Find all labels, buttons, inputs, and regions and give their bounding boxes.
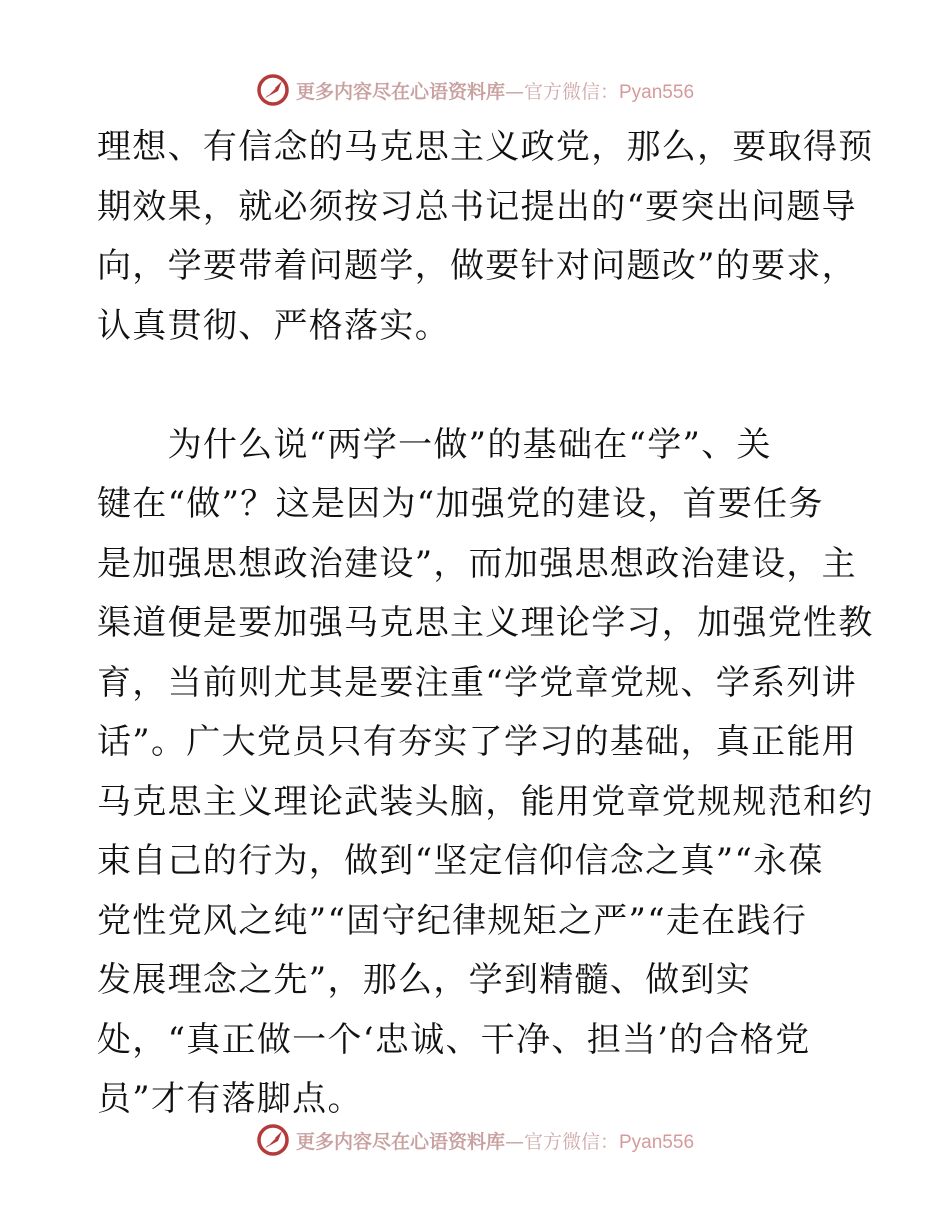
text-line: 束自己的行为，做到“坚定信仰信念之真”“永葆 — [97, 841, 824, 881]
text-line: 认真贯彻、严格落实。 — [97, 305, 450, 346]
text-line: 党性党风之纯”“固守纪律规矩之严”“走在践行 — [97, 900, 808, 941]
text-line: 键在“做”？这是因为“加强党的建设，首要任务 — [97, 484, 824, 524]
banner-dash: — — [504, 80, 524, 103]
text-line: 处，“真正做一个‘忠诚、干净、担当’的合格党 — [97, 1019, 811, 1060]
banner-main-text: 更多内容尽在心语资料库 — [295, 1130, 505, 1153]
banner-wechat-account: Pyan556 — [619, 1131, 695, 1153]
text-line: 育，当前则尤其是要注重“学党章党规、学系列讲 — [97, 662, 857, 703]
paragraph-1 — [97, 118, 874, 356]
quill-pen-logo-icon — [256, 73, 290, 107]
banner-wechat-label: 官方微信： — [523, 80, 619, 103]
text-line: 向，学要带着问题学，做要针对问题改”的要求， — [97, 246, 857, 286]
text-line: 马克思主义理论武装头脑，能用党章党规规范和约 — [97, 781, 874, 822]
text-line: 渠道便是要加强马克思主义理论学习，加强党性教 — [97, 603, 874, 643]
paragraph-gap — [97, 356, 857, 416]
banner-wechat-account: Pyan556 — [619, 81, 695, 103]
text-line: 发展理念之先”，那么，学到精髓、做到实 — [97, 960, 752, 1000]
banner-wechat-label: 官方微信： — [523, 1130, 619, 1153]
text-line: 理想、有信念的马克思主义政党，那么，要取得预 — [97, 127, 874, 167]
banner-dash: — — [504, 1130, 524, 1153]
document-body — [97, 118, 874, 1130]
footer-banner-text — [296, 1127, 694, 1154]
paragraph-2 — [97, 416, 874, 1130]
header-banner — [0, 70, 950, 110]
footer-banner — [0, 1120, 950, 1160]
banner-main-text: 更多内容尽在心语资料库 — [295, 80, 505, 103]
text-line: 是加强思想政治建设”，而加强思想政治建设，主 — [97, 543, 857, 584]
quill-pen-logo-icon — [256, 1123, 290, 1157]
text-line: 员”才有落脚点。 — [97, 1079, 363, 1119]
text-line: 期效果，就必须按习总书记提出的“要突出问题导 — [97, 186, 857, 227]
text-line: 为什么说“两学一做”的基础在“学”、关 — [97, 424, 772, 465]
text-line: 话”。广大党员只有夯实了学习的基础，真正能用 — [97, 722, 857, 762]
header-banner-text — [296, 77, 694, 104]
